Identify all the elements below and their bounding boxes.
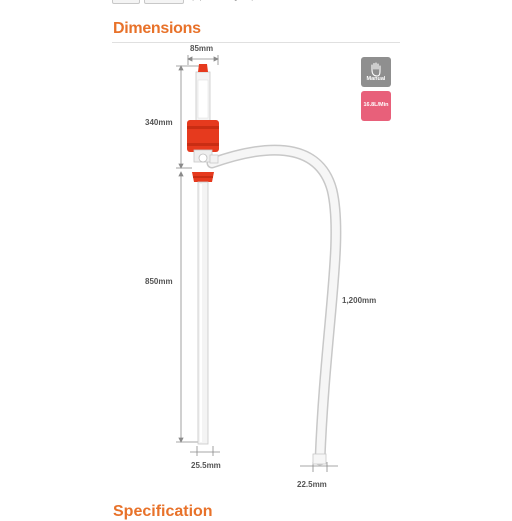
bung-adaptor — [192, 172, 214, 182]
pump-upper — [196, 64, 210, 124]
next-section-title: Specification — [113, 503, 213, 520]
manual-badge — [361, 57, 391, 87]
flow-rate-label: 16.8L/Min — [363, 102, 389, 109]
suction-tube — [198, 182, 208, 444]
pump-head — [187, 120, 219, 163]
dim-lower-height: 850mm — [145, 277, 173, 286]
flow-rate-badge — [361, 91, 391, 121]
hand-icon — [368, 61, 384, 77]
dim-upper-height: 340mm — [145, 118, 173, 127]
manual-badge-label: Manual — [366, 76, 386, 83]
section-title: Dimensions — [113, 20, 201, 37]
hose — [212, 150, 336, 464]
dim-hose-diameter: 22.5mm — [297, 480, 327, 489]
dim-top-width: 85mm — [190, 44, 214, 53]
dim-tube-diameter: 25.5mm — [191, 461, 221, 470]
dim-hose-length: 1,200mm — [342, 296, 377, 305]
